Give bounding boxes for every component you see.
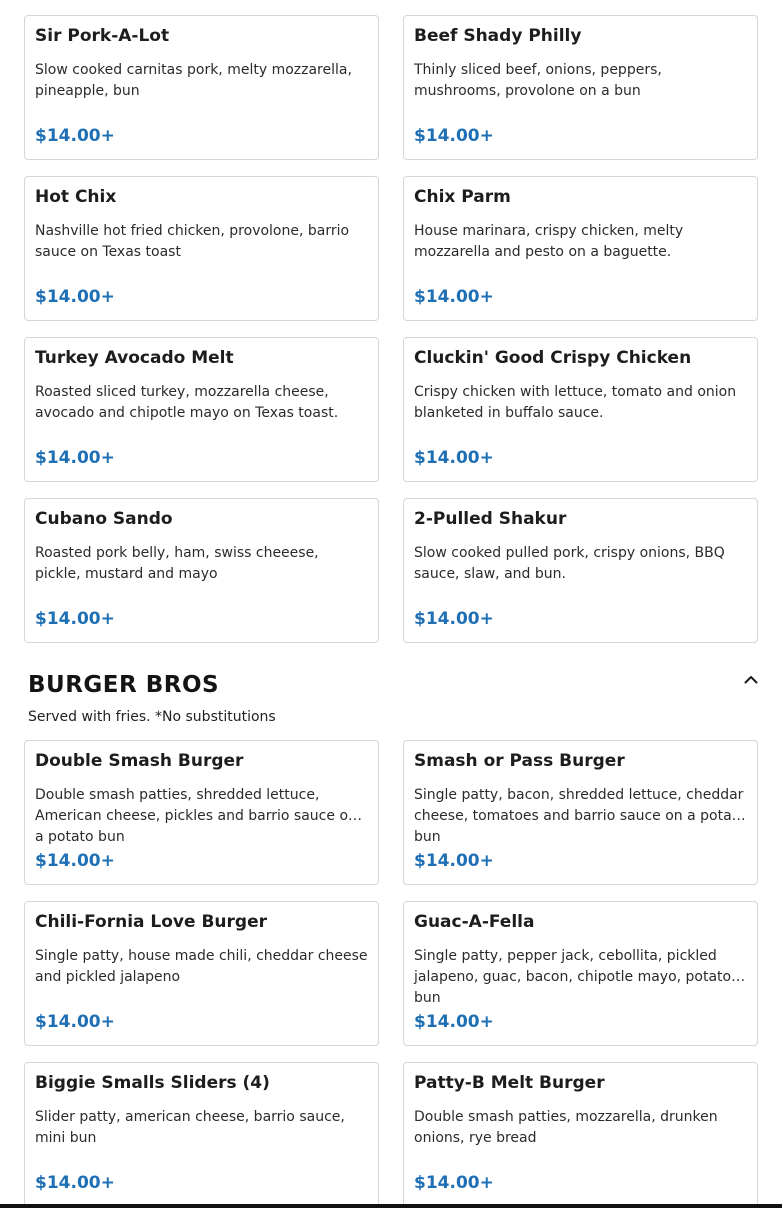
item-description: Crispy chicken with lettuce, tomato and onion blanketed in buffalo sauce. bbox=[414, 384, 737, 421]
item-name: Smash or Pass Burger bbox=[414, 751, 625, 771]
item-price: $14.00+ bbox=[35, 126, 115, 146]
item-price: $14.00+ bbox=[35, 1173, 115, 1193]
item-name: Cluckin' Good Crispy Chicken bbox=[414, 348, 692, 368]
item-description: Roasted pork belly, ham, swiss cheeese, pickle, mustard and mayo bbox=[35, 545, 319, 582]
menu-item-card[interactable] bbox=[403, 176, 758, 321]
section-subtitle: Served with fries. *No substitutions bbox=[28, 709, 276, 725]
item-name: Turkey Avocado Melt bbox=[35, 348, 234, 368]
item-price: $14.00+ bbox=[414, 126, 494, 146]
item-description: Single patty, house made chili, cheddar cheese and pickled jalapeno bbox=[35, 948, 368, 985]
menu-item-card[interactable] bbox=[24, 498, 379, 643]
menu-item-card[interactable] bbox=[24, 176, 379, 321]
item-description: Thinly sliced beef, onions, peppers, mushrooms, provolone on a bun bbox=[414, 62, 662, 99]
menu-item-card[interactable] bbox=[403, 337, 758, 482]
item-name: 2-Pulled Shakur bbox=[414, 509, 567, 529]
item-description: House marinara, crispy chicken, melty mozzarella and pesto on a baguette. bbox=[414, 223, 684, 260]
chevron-up-icon[interactable] bbox=[742, 670, 760, 688]
item-description: Double smash patties, mozzarella, drunken onions, rye bread bbox=[414, 1109, 718, 1146]
item-name: Chix Parm bbox=[414, 187, 511, 207]
item-price: $14.00+ bbox=[414, 287, 494, 307]
item-description: Double smash patties, shredded lettuce, American cheese, pickles and barrio sauce on a potato bun bbox=[35, 787, 357, 845]
item-price: $14.00+ bbox=[414, 609, 494, 629]
item-description: Slow cooked carnitas pork, melty mozzarella, pineapple, bun bbox=[35, 62, 352, 99]
item-name: Chili-Fornia Love Burger bbox=[35, 912, 267, 932]
item-price: $14.00+ bbox=[414, 448, 494, 468]
item-name: Biggie Smalls Sliders (4) bbox=[35, 1073, 270, 1093]
item-name: Double Smash Burger bbox=[35, 751, 244, 771]
item-description: Single patty, bacon, shredded lettuce, cheddar cheese, tomatoes and barrio sauce on a potato bun bbox=[414, 787, 746, 845]
item-description: Nashville hot fried chicken, provolone, barrio sauce on Texas toast bbox=[35, 223, 350, 260]
menu-grid-sandwiches bbox=[24, 15, 758, 643]
menu-item-card[interactable] bbox=[24, 1062, 379, 1207]
bottom-edge-bar bbox=[0, 1204, 782, 1208]
menu-item-card[interactable] bbox=[403, 1062, 758, 1207]
menu-item-card[interactable] bbox=[24, 901, 379, 1046]
item-price: $14.00+ bbox=[414, 851, 494, 871]
menu-item-card[interactable] bbox=[24, 337, 379, 482]
item-price: $14.00+ bbox=[35, 609, 115, 629]
menu-item-card[interactable] bbox=[403, 740, 758, 885]
section-title: BURGER BROS bbox=[28, 672, 220, 698]
item-price: $14.00+ bbox=[414, 1173, 494, 1193]
item-name: Hot Chix bbox=[35, 187, 117, 207]
item-description: Slow cooked pulled pork, crispy onions, BBQ sauce, slaw, and bun. bbox=[414, 545, 725, 582]
item-price: $14.00+ bbox=[414, 1012, 494, 1032]
menu-grid-burgers bbox=[24, 740, 758, 1207]
item-description: Single patty, pepper jack, cebollita, pickled jalapeno, guac, bacon, chipotle mayo, potato bun bbox=[414, 948, 732, 1006]
item-name: Patty-B Melt Burger bbox=[414, 1073, 605, 1093]
menu-item-card[interactable] bbox=[24, 15, 379, 160]
item-description: Slider patty, american cheese, barrio sauce, mini bun bbox=[35, 1109, 345, 1146]
item-price: $14.00+ bbox=[35, 1012, 115, 1032]
item-name: Guac-A-Fella bbox=[414, 912, 535, 932]
menu-item-card[interactable] bbox=[403, 901, 758, 1046]
item-name: Beef Shady Philly bbox=[414, 26, 582, 46]
item-name: Cubano Sando bbox=[35, 509, 173, 529]
item-price: $14.00+ bbox=[35, 287, 115, 307]
item-price: $14.00+ bbox=[35, 448, 115, 468]
menu-item-card[interactable] bbox=[403, 498, 758, 643]
section-header-burger-bros[interactable] bbox=[28, 668, 762, 704]
item-description: Roasted sliced turkey, mozzarella cheese, avocado and chipotle mayo on Texas toast. bbox=[35, 384, 339, 421]
item-name: Sir Pork-A-Lot bbox=[35, 26, 170, 46]
menu-item-card[interactable] bbox=[24, 740, 379, 885]
menu-item-card[interactable] bbox=[403, 15, 758, 160]
item-price: $14.00+ bbox=[35, 851, 115, 871]
